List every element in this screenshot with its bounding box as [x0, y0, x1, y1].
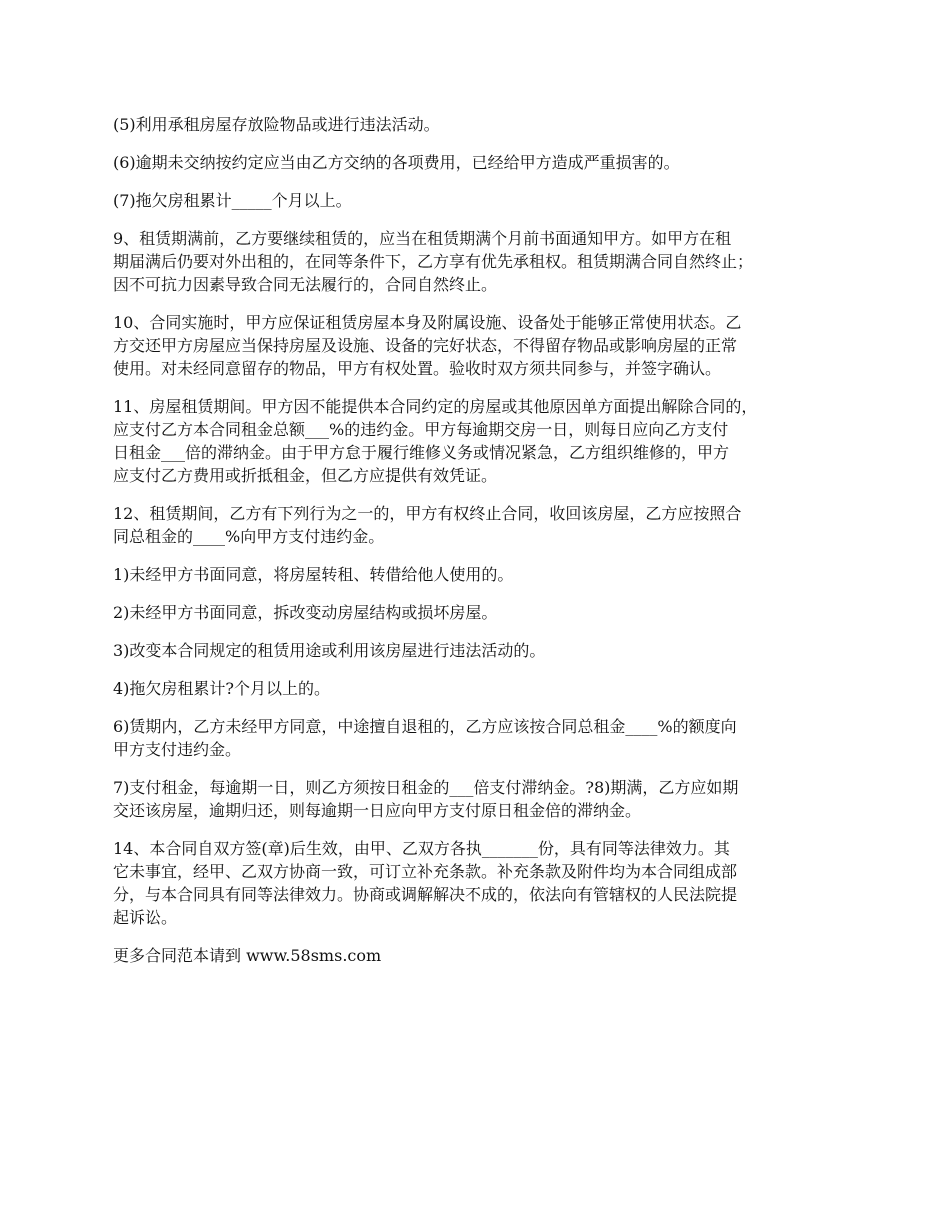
text-line: 分，与本合同具有同等法律效力。协商或调解解决不成的，依法向有管辖权的人民法院提 [113, 885, 738, 904]
paragraph [113, 944, 843, 967]
text-line: (7)拖欠房租累计_____个月以上。 [113, 191, 352, 210]
text-line: 9、租赁期满前，乙方要继续租赁的，应当在租赁期满个月前书面通知甲方。如甲方在租 [113, 229, 732, 248]
text-line: 同总租金的____%向甲方支付违约金。 [113, 527, 385, 546]
text-line: 方交还甲方房屋应当保持房屋及设施、设备的完好状态，不得留存物品或影响房屋的正常 [113, 336, 738, 355]
text-line: 14、本合同自双方签(章)后生效，由甲、乙双方各执_______份，具有同等法律效力。其 [113, 839, 730, 858]
text-line: 起诉讼。 [113, 908, 178, 927]
text-line: (6)逾期未交纳按约定应当由乙方交纳的各项费用，已经给甲方造成严重损害的。 [113, 153, 680, 172]
text-line: 使用。对未经同意留存的物品，甲方有权处置。验收时双方须共同参与，并签字确认。 [113, 359, 722, 378]
text-line: (5)利用承租房屋存放险物品或进行违法活动。 [113, 115, 440, 134]
text-line: 它未事宜，经甲、乙双方协商一致，可订立补充条款。补充条款及附件均为本合同组成部 [113, 862, 738, 881]
text-line: 6)赁期内，乙方未经甲方同意，中途擅自退租的，乙方应该按合同总租金____%的额度向 [113, 717, 737, 736]
text-line: 因不可抗力因素导致合同无法履行的，合同自然终止。 [113, 275, 498, 294]
text-line: 2)未经甲方书面同意，拆改变动房屋结构或损坏房屋。 [113, 603, 498, 622]
paragraph [113, 837, 843, 929]
text-line: 3)改变本合同规定的租赁用途或利用该房屋进行违法活动的。 [113, 641, 546, 660]
text-line: 期届满后仍要对外出租的，在同等条件下，乙方享有优先承租权。租赁期满合同自然终止； [113, 252, 754, 271]
paragraph [113, 502, 843, 548]
text-line: 10、合同实施时，甲方应保证租赁房屋本身及附属设施、设备处于能够正常使用状态。乙 [113, 313, 742, 332]
paragraph [113, 601, 843, 624]
text-line: 应支付乙方本合同租金总额___%的违约金。甲方每逾期交房一日，则每日应向乙方支付 [113, 420, 729, 439]
paragraph [113, 151, 843, 174]
paragraph [113, 227, 843, 296]
document-body [113, 113, 843, 982]
paragraph [113, 395, 843, 487]
text-line: 应支付乙方费用或折抵租金，但乙方应提供有效凭证。 [113, 466, 498, 485]
paragraph [113, 189, 843, 212]
text-line: 更多合同范本请到 www.58sms.com [113, 946, 382, 965]
text-line: 日租金___倍的滞纳金。由于甲方怠于履行维修义务或情况紧急，乙方组织维修的，甲方 [113, 443, 730, 462]
paragraph [113, 715, 843, 761]
paragraph [113, 677, 843, 700]
text-line: 12、租赁期间，乙方有下列行为之一的，甲方有权终止合同，收回该房屋，乙方应按照合 [113, 504, 742, 523]
text-line: 7)支付租金，每逾期一日，则乙方须按日租金的___倍支付滞纳金。?8)期满，乙方应如期 [113, 778, 739, 797]
paragraph [113, 639, 843, 662]
paragraph [113, 776, 843, 822]
text-line: 4)拖欠房租累计?个月以上的。 [113, 679, 331, 698]
paragraph [113, 311, 843, 380]
paragraph [113, 113, 843, 136]
text-line: 交还该房屋，逾期归还，则每逾期一日应向甲方支付原日租金倍的滞纳金。 [113, 801, 642, 820]
paragraph [113, 563, 843, 586]
text-line: 甲方支付违约金。 [113, 740, 242, 759]
text-line: 11、房屋租赁期间。甲方因不能提供本合同约定的房屋或其他原因单方面提出解除合同的， [113, 397, 758, 416]
text-line: 1)未经甲方书面同意，将房屋转租、转借给他人使用的。 [113, 565, 514, 584]
